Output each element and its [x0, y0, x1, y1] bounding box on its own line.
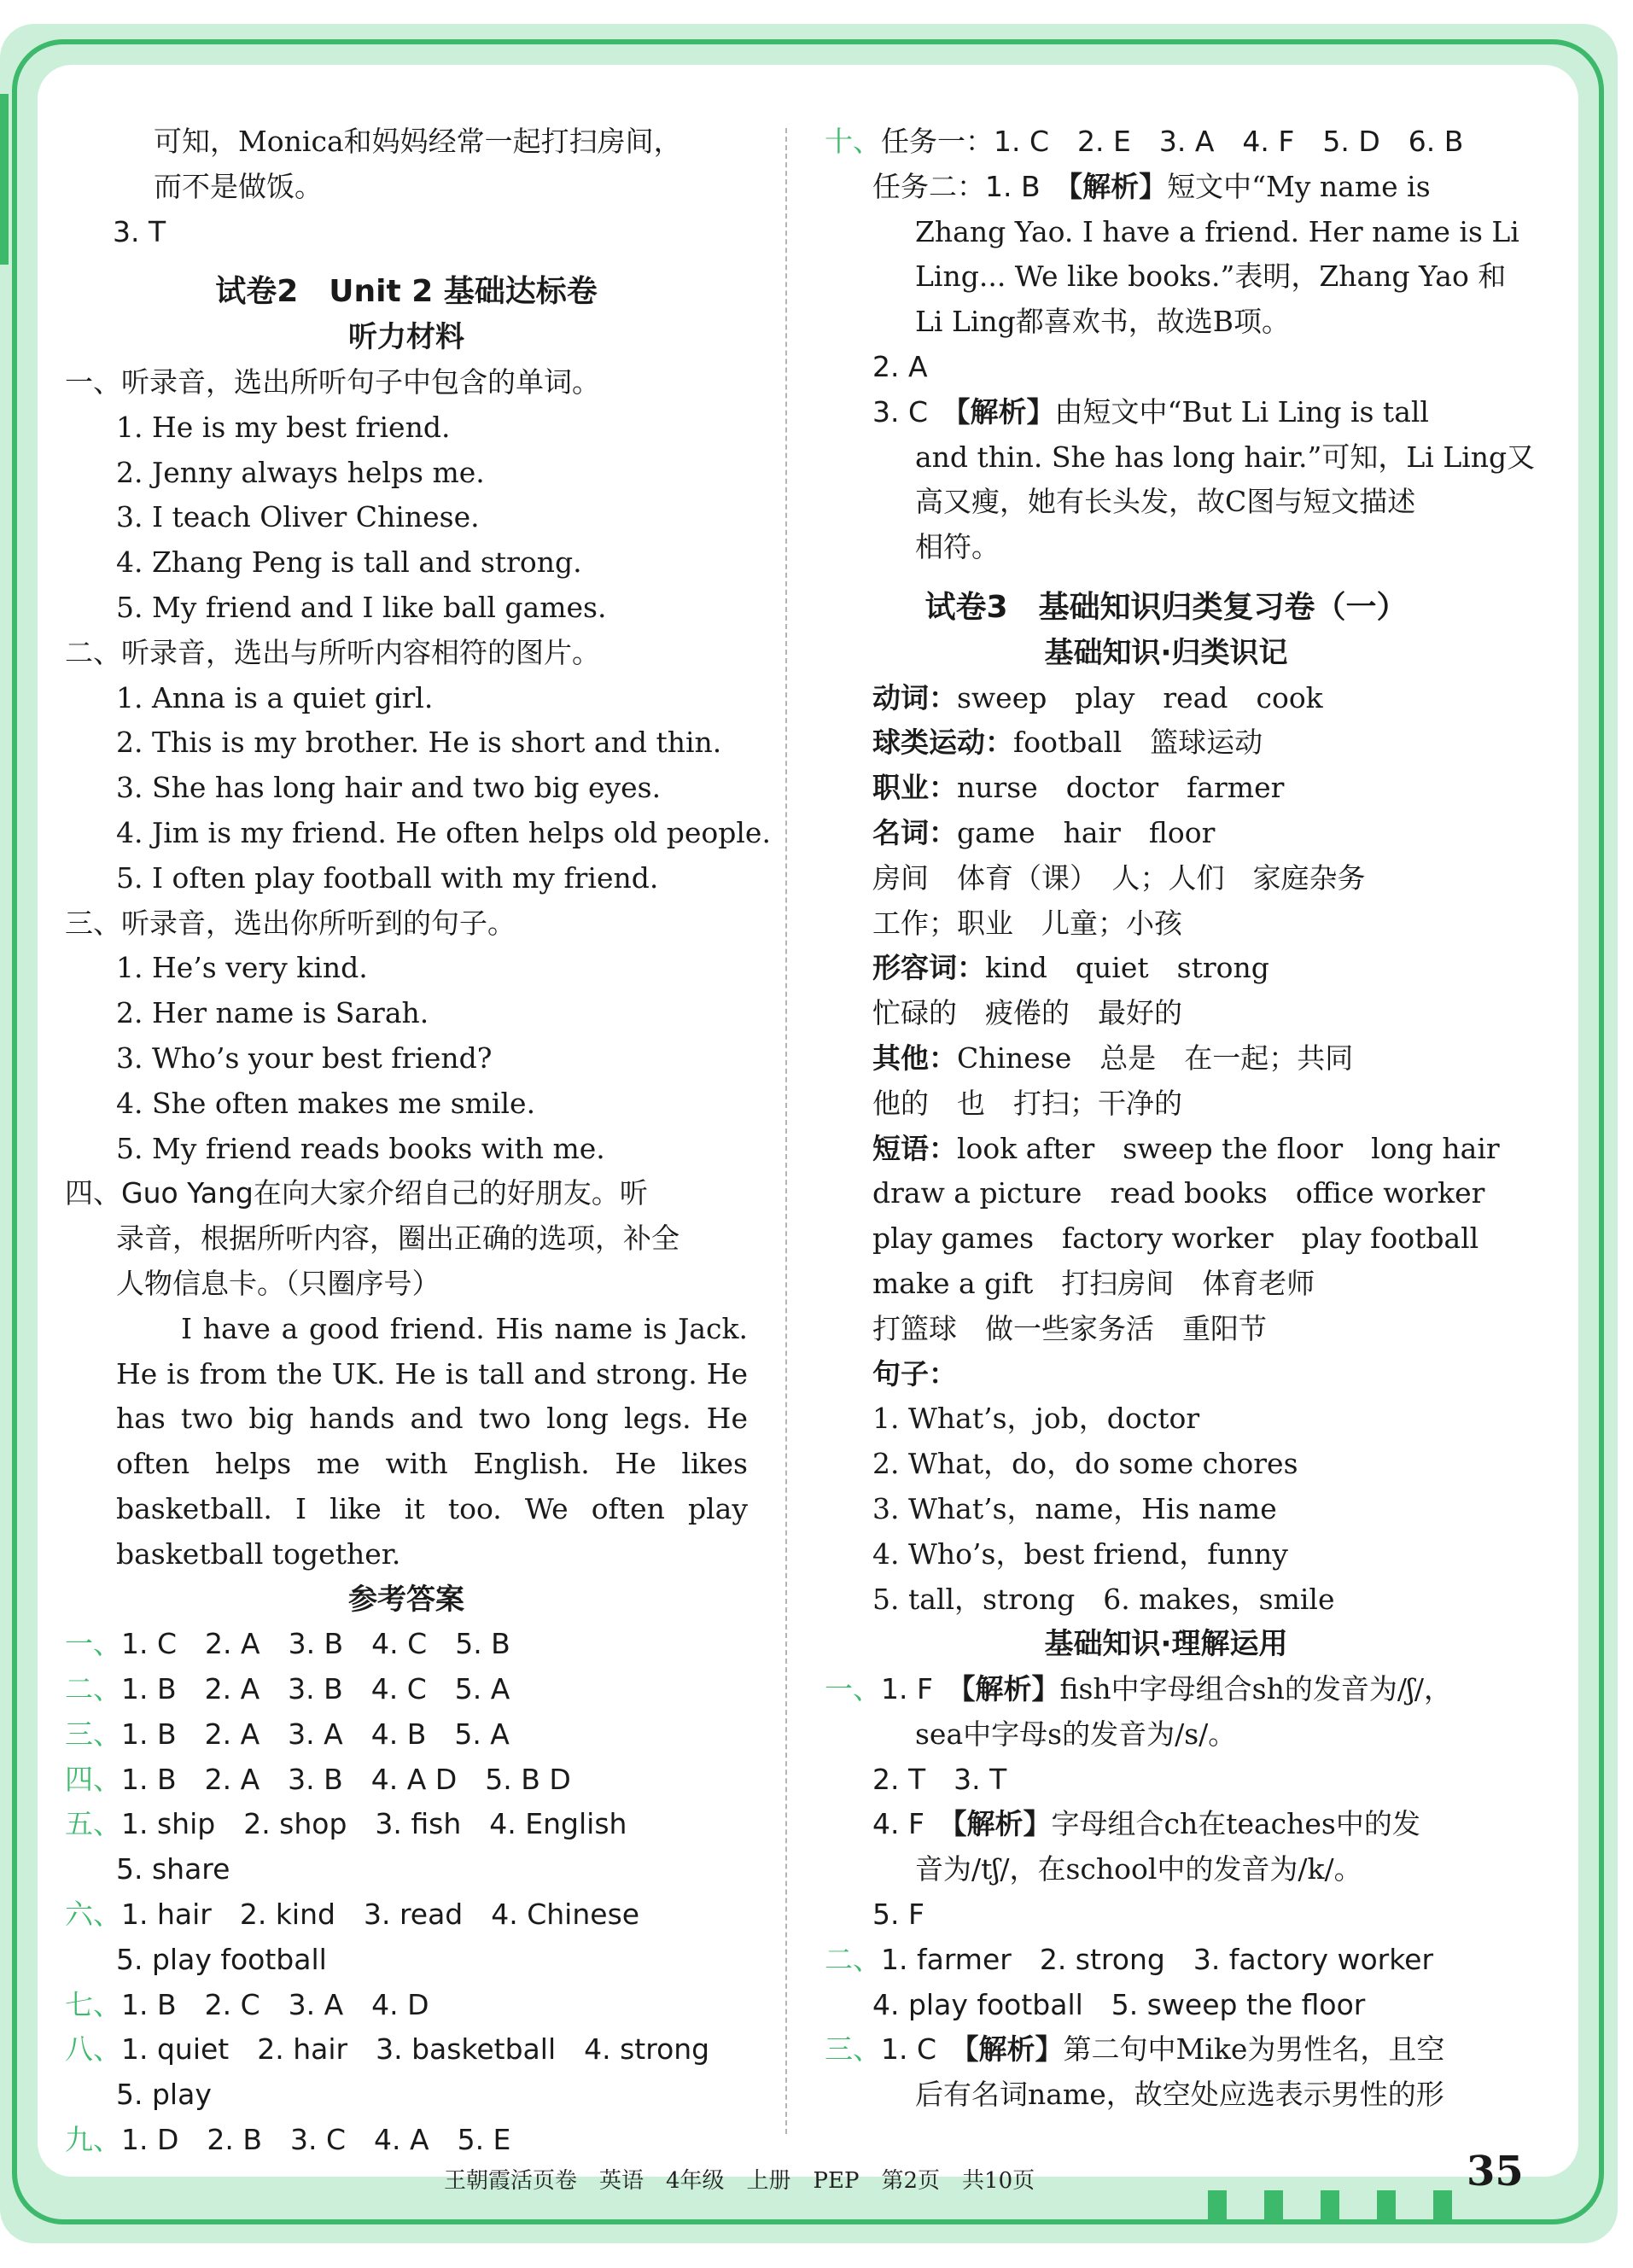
- answer-line: 2. A: [872, 349, 928, 383]
- answer-label: 4. F: [872, 1807, 924, 1841]
- vocab-text: game hair floor: [957, 815, 1216, 849]
- section4-heading: 人物信息卡。（只圈序号）: [116, 1266, 440, 1300]
- answers-title: 参考答案: [348, 1582, 464, 1617]
- explanation-marker: 【解析】: [965, 2032, 1064, 2067]
- answer-line: [825, 390, 1508, 435]
- vocab-text: football 篮球运动: [1013, 726, 1263, 760]
- answer-row: [65, 1622, 748, 1667]
- section3-heading: 三、听录音，选出你所听到的句子。: [65, 906, 516, 940]
- sentence-answer: 5. tall，strong 6. makes，smile: [872, 1582, 1335, 1616]
- listening-sentence: 2. Jenny always helps me.: [116, 455, 485, 489]
- vocab-row: [825, 946, 1508, 991]
- answer-mark: 八、: [65, 2032, 121, 2067]
- sentence-answer: 4. Who’s，best friend，funny: [872, 1536, 1288, 1571]
- vocab-row: [825, 901, 1508, 947]
- answer-text: 5. play: [116, 2078, 212, 2112]
- answer-text: 1. hair 2. kind 3. read 4. Chinese: [121, 1898, 640, 1932]
- answer-list: [65, 1622, 748, 2163]
- r1-answer: [825, 1667, 1508, 1712]
- section-mark: 二、: [825, 1942, 881, 1976]
- explanation-line: Ling... We like books.”表明，Zhang Yao 和: [915, 259, 1507, 294]
- task1-text: 任务一：1. C 2. E 3. A 4. F 5. D 6. B: [881, 125, 1464, 158]
- explanation-text: 第二句中Mike为男性名，且空: [1063, 2032, 1445, 2067]
- vocab-text: 打篮球 做一些家务活 重阳节: [872, 1311, 1267, 1345]
- vocab-text: Chinese 总是 在一起；共同: [957, 1041, 1354, 1075]
- answer-mark: 一、: [65, 1627, 121, 1661]
- sentence-answer: 1. What’s，job，doctor: [872, 1402, 1200, 1436]
- answer-text: 1. B 2. A 3. B 4. A D 5. B D: [121, 1762, 571, 1796]
- vocab-label: 形容词：: [872, 951, 985, 985]
- listening-sentence: 1. Anna is a quiet girl.: [116, 680, 434, 714]
- section1-heading: 一、听录音，选出所听句子中包含的单词。: [65, 364, 600, 399]
- section4-heading: 四、Guo Yang在向大家介绍自己的好朋友。听: [65, 1176, 648, 1210]
- explanation-line: 后有名词name，故空处应选表示男性的形: [915, 2078, 1444, 2112]
- answer-line: 5. F: [872, 1898, 924, 1932]
- answer-row: [65, 1892, 748, 1938]
- vocab-text: draw a picture read books office worker: [872, 1176, 1485, 1210]
- left-column: [65, 120, 771, 2163]
- task2-label: 任务二：1. B: [872, 169, 1041, 203]
- vocab-row: [825, 1127, 1508, 1172]
- vocab-label: 名词：: [872, 815, 957, 849]
- explanation-line: Zhang Yao. I have a friend. Her name is Li: [915, 214, 1519, 248]
- answer-row: [65, 2118, 748, 2163]
- section-mark: 一、: [825, 1672, 881, 1706]
- answer-row: [65, 1802, 748, 1847]
- vocab-row: [825, 676, 1508, 721]
- answer-text: 1. quiet 2. hair 3. basketball 4. strong: [121, 2032, 710, 2067]
- answer-label: 1. C: [881, 2032, 937, 2067]
- left-edge-strip: [0, 94, 9, 265]
- vocab-text: 他的 也 打扫；干净的: [872, 1086, 1182, 1120]
- explanation-line: 相符。: [915, 530, 1000, 564]
- explanation-line: and thin. She has long hair.”可知，Li Ling又: [915, 440, 1536, 474]
- vocab-row: [825, 991, 1508, 1036]
- vocab-text: 工作；职业 儿童；小孩: [872, 906, 1182, 940]
- sentence-answer: 3. What’s，name，His name: [872, 1491, 1277, 1525]
- vocab-text: sweep play read cook: [957, 680, 1323, 714]
- answer-label: 3. C: [872, 394, 929, 429]
- answer-text: 1. D 2. B 3. C 4. A 5. E: [121, 2123, 511, 2157]
- vocab-label: 其他：: [872, 1041, 957, 1075]
- vocab-text: kind quiet strong: [985, 951, 1269, 985]
- vocab-row: [825, 1216, 1508, 1262]
- section-mark: 三、: [825, 2032, 881, 2067]
- answer-row: [65, 1983, 748, 2028]
- answer-mark: 六、: [65, 1898, 121, 1932]
- listening-sentence: 5. My friend reads books with me.: [116, 1131, 605, 1165]
- listening-sentence: 1. He’s very kind.: [116, 951, 368, 985]
- vocab-text: nurse doctor farmer: [957, 771, 1285, 805]
- sentence-answer: 2. What，do，do some chores: [872, 1447, 1298, 1481]
- vocab-label: 动词：: [872, 680, 957, 714]
- listening-sentence: 5. My friend and I like ball games.: [116, 590, 607, 624]
- explanation-line: sea中字母s的发音为/s/。: [915, 1717, 1237, 1751]
- vocab-row: [825, 856, 1508, 901]
- section-mark: 十、: [825, 125, 881, 158]
- footer-info: 王朝霞活页卷 英语 4年级 上册 PEP 第2页 共10页: [444, 2168, 1035, 2194]
- answer-mark: 四、: [65, 1762, 121, 1796]
- explanation-marker: 【解析】: [1068, 169, 1168, 203]
- vocab-row: [825, 720, 1508, 766]
- listening-sentence: 3. Who’s your best friend?: [116, 1041, 493, 1075]
- intro-answer: 3. T: [113, 214, 166, 248]
- vocab-label: 职业：: [872, 771, 957, 805]
- intro-line: 可知，Monica和妈妈经常一起打扫房间，: [154, 125, 682, 158]
- vocab-row: [825, 1082, 1508, 1127]
- answer-mark: 二、: [65, 1672, 121, 1706]
- explanation-text: fish中字母组合sh的发音为/ʃ/，: [1059, 1672, 1453, 1706]
- listening-sentence: 4. She often makes me smile.: [116, 1086, 536, 1120]
- basic2-title: 基础知识·理解运用: [1044, 1627, 1288, 1662]
- listening-sentence: 5. I often play football with my friend.: [116, 860, 659, 895]
- vocab-label: 短语：: [872, 1131, 957, 1165]
- vocab-text: look after sweep the floor long hair: [957, 1131, 1500, 1165]
- answer-line: [825, 1802, 1508, 1847]
- listening-title: 听力材料: [348, 320, 464, 355]
- explanation-line: 高又瘦，她有长头发，故C图与短文描述: [915, 485, 1416, 519]
- answer-row: [65, 2027, 748, 2073]
- answer-text: 5. play football: [116, 1942, 327, 1976]
- task2-answer: [825, 165, 1508, 210]
- answer-line: 4. play football 5. sweep the floor: [872, 1987, 1366, 2021]
- test3-title: 试卷3 基础知识归类复习卷（一）: [924, 589, 1408, 625]
- test2-title: 试卷2 Unit 2 基础达标卷: [215, 274, 598, 310]
- r2-answer: [825, 1938, 1508, 1983]
- task1-answer: [825, 120, 1508, 165]
- answer-mark: 五、: [65, 1807, 121, 1841]
- answer-text: 1. B 2. A 3. A 4. B 5. A: [121, 1717, 510, 1751]
- answer-mark: 九、: [65, 2123, 121, 2157]
- answer-text: 5. share: [116, 1852, 230, 1886]
- section2-heading: 二、听录音，选出与所听内容相符的图片。: [65, 635, 600, 669]
- decorative-bar: [1208, 2190, 1227, 2224]
- answer-row: [65, 1847, 748, 1892]
- answer-row: [65, 1938, 748, 1983]
- vocab-text: make a gift 打扫房间 体育老师: [872, 1266, 1315, 1300]
- vocab-text: 房间 体育（课） 人；人们 家庭杂务: [872, 860, 1366, 895]
- listening-sentence: 1. He is my best friend.: [116, 410, 451, 444]
- vocab-row: [825, 1262, 1508, 1307]
- listening-sentence: 3. She has long hair and two big eyes.: [116, 771, 662, 805]
- explanation-marker: 【解析】: [960, 1672, 1060, 1706]
- vocab-row: [825, 1307, 1508, 1352]
- column-divider: [785, 128, 787, 2134]
- vocab-row: [825, 1036, 1508, 1082]
- explanation-text: 短文中“My name is: [1167, 169, 1431, 203]
- listening-sentence: 3. I teach Oliver Chinese.: [116, 500, 480, 534]
- listening-sentence: 2. This is my brother. He is short and thin.: [116, 726, 722, 760]
- vocab-text: 忙碌的 疲倦的 最好的: [872, 996, 1182, 1030]
- answer-row: [65, 1758, 748, 1803]
- listening-sentence: 2. Her name is Sarah.: [116, 996, 429, 1030]
- answer-row: [65, 2073, 748, 2118]
- explanation-marker: 【解析】: [952, 1807, 1052, 1841]
- basic1-title: 基础知识·归类识记: [1044, 635, 1288, 670]
- answer-line: 2. T 3. T: [872, 1762, 1007, 1796]
- answer-text: 1. ship 2. shop 3. fish 4. English: [121, 1807, 627, 1841]
- answer-row: [65, 1712, 748, 1758]
- page-number: 35: [1467, 2148, 1524, 2195]
- answer-label: 1. F: [881, 1672, 933, 1706]
- decorative-bar: [1433, 2190, 1452, 2224]
- decorative-bar: [1377, 2190, 1396, 2224]
- answer-text: 1. C 2. A 3. B 4. C 5. B: [121, 1627, 510, 1661]
- decorative-bar: [1264, 2190, 1283, 2224]
- explanation-marker: 【解析】: [956, 394, 1055, 429]
- explanation-line: 音为/tʃ/，在school中的发音为/k/。: [915, 1852, 1362, 1886]
- vocab-row: [825, 766, 1508, 811]
- right-column: [825, 120, 1536, 2118]
- section4-heading: 录音，根据所听内容，圈出正确的选项，补全: [116, 1221, 679, 1256]
- answer-mark: 七、: [65, 1987, 121, 2021]
- explanation-text: 由短文中“But Li Ling is tall: [1054, 394, 1429, 429]
- explanation-text: 字母组合ch在teaches中的发: [1051, 1807, 1420, 1841]
- decorative-bar: [1321, 2190, 1339, 2224]
- listening-sentence: 4. Jim is my friend. He often helps old people.: [116, 815, 771, 849]
- vocab-row: [825, 1171, 1508, 1216]
- explanation-line: Li Ling都喜欢书，故选B项。: [915, 305, 1291, 339]
- r3-answer: [825, 2027, 1508, 2073]
- sentences-label: 句子：: [872, 1356, 957, 1391]
- vocab-list: [825, 676, 1508, 1352]
- section4-passage: I have a good friend. His name is Jack. He is from the UK. He is tall and strong. He has two big hands and two long legs. He often helps me with English. He likes basketball. I like it too. We often play basketball together.: [116, 1311, 748, 1571]
- answer-row: [65, 1667, 748, 1712]
- intro-line: 而不是做饭。: [154, 169, 323, 203]
- vocab-text: play games factory worker play football: [872, 1221, 1479, 1256]
- answer-text: 1. B 2. A 3. B 4. C 5. A: [121, 1672, 510, 1706]
- answer-text: 1. B 2. C 3. A 4. D: [121, 1987, 429, 2021]
- vocab-label: 球类运动：: [872, 726, 1013, 760]
- answer-text: 1. farmer 2. strong 3. factory worker: [881, 1942, 1434, 1976]
- vocab-row: [825, 811, 1508, 856]
- answer-mark: 三、: [65, 1717, 121, 1751]
- listening-sentence: 4. Zhang Peng is tall and strong.: [116, 545, 582, 580]
